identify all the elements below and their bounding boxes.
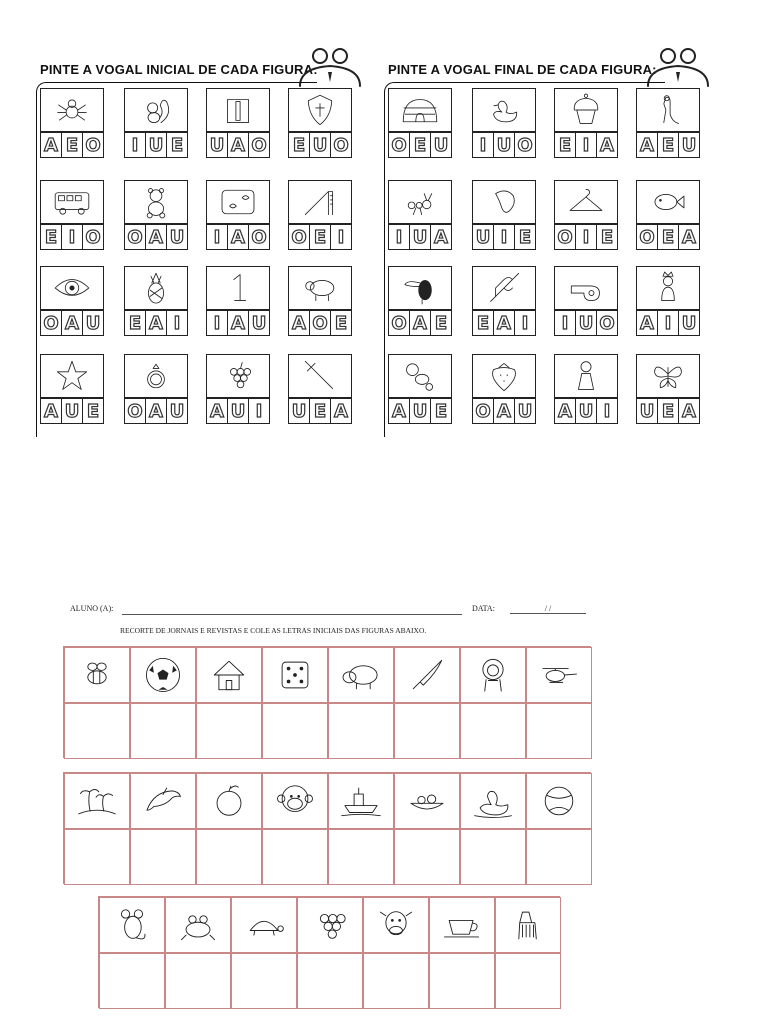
vowel-option[interactable]: O [330,132,352,158]
vowel-option[interactable]: A [493,398,515,424]
vowel-option[interactable]: U [166,224,188,250]
vowel-option[interactable]: U [409,398,431,424]
helicopter-icon [526,647,592,703]
vowel-option[interactable]: U [227,398,249,424]
answer-box[interactable] [64,829,130,885]
worksheet-title: PINTE A VOGAL INICIAL DE CADA FIGURA: [40,62,318,77]
answer-box[interactable] [130,829,196,885]
vowel-option[interactable]: U [166,398,188,424]
vowel-option[interactable]: U [575,398,597,424]
vowel-option[interactable]: A [61,310,83,336]
grapes-bunch-icon [297,897,363,953]
monkey-icon [262,773,328,829]
answer-box[interactable] [130,703,196,759]
vowel-option[interactable]: I [330,224,352,250]
vowel-option[interactable]: A [678,398,700,424]
vowel-option[interactable]: I [61,224,83,250]
vowel-option[interactable]: O [636,224,658,250]
vowel-option[interactable]: I [472,132,494,158]
answer-box[interactable] [526,829,592,885]
answer-box[interactable] [262,703,328,759]
vowel-option[interactable]: A [409,310,431,336]
zebra-icon [495,897,561,953]
answer-box[interactable] [262,829,328,885]
teacup-icon [429,897,495,953]
ship-icon [328,773,394,829]
vowel-option[interactable]: I [493,224,515,250]
vowel-option[interactable]: E [472,310,494,336]
vowel-option[interactable]: O [288,224,310,250]
vowel-option[interactable]: U [472,224,494,250]
fruit-bowl-icon [394,773,460,829]
vowel-option[interactable]: A [40,398,62,424]
vowel-option[interactable]: I [248,398,270,424]
vowel-option[interactable]: A [227,224,249,250]
cut-paste-grid [63,646,591,758]
vowel-option[interactable]: U [309,132,331,158]
vowel-option[interactable]: O [554,224,576,250]
vowel-option[interactable]: E [514,224,536,250]
student-name-label: ALUNO (A): [70,604,114,613]
answer-box[interactable] [165,953,231,1009]
vowel-option[interactable]: I [575,132,597,158]
vowel-option[interactable]: U [493,132,515,158]
turtle-icon [231,897,297,953]
vowel-option[interactable]: I [166,310,188,336]
vowel-option[interactable]: O [388,132,410,158]
vowel-option[interactable]: U [514,398,536,424]
knife-icon [394,647,460,703]
vowel-option[interactable]: A [636,132,658,158]
vowel-option[interactable]: A [288,310,310,336]
vowel-option[interactable]: O [124,398,146,424]
answer-box[interactable] [394,829,460,885]
vowel-option[interactable]: U [82,310,104,336]
answer-box[interactable] [460,829,526,885]
vowel-option[interactable]: O [514,132,536,158]
vowel-option[interactable]: I [388,224,410,250]
vowel-option[interactable]: E [596,224,618,250]
vowel-option[interactable]: O [472,398,494,424]
vowel-option[interactable]: U [430,132,452,158]
vowel-option[interactable]: I [514,310,536,336]
vowel-option[interactable]: U [248,310,270,336]
vowel-option[interactable]: A [596,132,618,158]
vowel-option[interactable]: A [145,310,167,336]
vowel-option[interactable]: U [206,132,228,158]
vowel-option[interactable]: O [596,310,618,336]
vowel-option[interactable]: I [206,310,228,336]
vowel-option[interactable]: U [288,398,310,424]
vowel-option[interactable]: A [145,224,167,250]
vowel-option[interactable]: I [206,224,228,250]
vowel-option[interactable]: O [248,224,270,250]
vowel-option[interactable]: E [430,310,452,336]
vowel-option[interactable]: E [61,132,83,158]
answer-box[interactable] [460,703,526,759]
orange-icon [196,773,262,829]
vowel-option[interactable]: E [40,224,62,250]
hippo-icon [328,647,394,703]
answer-box[interactable] [64,703,130,759]
vowel-option[interactable]: E [166,132,188,158]
vowel-option[interactable]: I [554,310,576,336]
worksheet-title: PINTE A VOGAL FINAL DE CADA FIGURA: [388,62,657,77]
vowel-option[interactable]: E [82,398,104,424]
answer-box[interactable] [196,829,262,885]
vowel-option[interactable]: O [124,224,146,250]
soccer-ball-icon [130,647,196,703]
vowel-option[interactable]: O [82,132,104,158]
vowel-option[interactable]: A [227,310,249,336]
vowel-option[interactable]: U [61,398,83,424]
answer-box[interactable] [394,703,460,759]
vowel-option[interactable]: A [330,398,352,424]
vowel-option[interactable]: O [40,310,62,336]
vowel-option[interactable]: O [82,224,104,250]
mouse-icon [99,897,165,953]
answer-box[interactable] [526,703,592,759]
vowel-option[interactable]: A [430,224,452,250]
answer-box[interactable] [495,953,561,1009]
vowel-option[interactable]: U [575,310,597,336]
vowel-option[interactable]: U [145,132,167,158]
island-icon [64,773,130,829]
vowel-option[interactable]: E [430,398,452,424]
date-label: DATA: [472,604,495,613]
answer-box[interactable] [328,829,394,885]
bee-icon [64,647,130,703]
cut-paste-grid [98,896,560,1008]
answer-box[interactable] [297,953,363,1009]
vowel-option[interactable]: E [124,310,146,336]
vowel-option[interactable]: I [596,398,618,424]
vowel-option[interactable]: E [288,132,310,158]
date-field[interactable]: / / [510,604,586,614]
vowel-option[interactable]: I [124,132,146,158]
dice-icon [262,647,328,703]
vowel-option[interactable]: U [409,224,431,250]
vowel-option[interactable]: A [206,398,228,424]
answer-box[interactable] [363,953,429,1009]
answer-box[interactable] [99,953,165,1009]
cow-icon [363,897,429,953]
vowel-option[interactable]: A [40,132,62,158]
vowel-option[interactable]: E [657,132,679,158]
vowel-option[interactable]: E [309,398,331,424]
frog-icon [165,897,231,953]
vowel-option[interactable]: O [309,310,331,336]
answer-box[interactable] [429,953,495,1009]
instruction-text: RECORTE DE JORNAIS E REVISTAS E COLE AS LETRAS INICIAIS DAS FIGURAS ABAIXO. [120,626,427,635]
vowel-option[interactable]: O [388,310,410,336]
answer-box[interactable] [328,703,394,759]
vowel-option[interactable]: E [554,132,576,158]
vowel-option[interactable]: I [657,310,679,336]
vowel-option[interactable]: A [493,310,515,336]
vowel-option[interactable]: I [575,224,597,250]
student-name-field[interactable] [122,614,462,615]
answer-box[interactable] [196,703,262,759]
vowel-option[interactable]: O [248,132,270,158]
vowel-option[interactable]: U [678,132,700,158]
vowel-option[interactable]: E [657,224,679,250]
vowel-option[interactable]: A [145,398,167,424]
lion-icon [460,647,526,703]
answer-box[interactable] [231,953,297,1009]
cut-paste-grid [63,772,591,884]
vowel-option[interactable]: U [678,310,700,336]
dolphin-icon [130,773,196,829]
vowel-option[interactable]: A [678,224,700,250]
vowel-option[interactable]: A [227,132,249,158]
vowel-option[interactable]: E [657,398,679,424]
vowel-option[interactable]: E [330,310,352,336]
goose-icon [460,773,526,829]
vowel-option[interactable]: U [636,398,658,424]
vowel-option[interactable]: E [309,224,331,250]
vowel-option[interactable]: E [409,132,431,158]
vowel-option[interactable]: A [636,310,658,336]
ball-icon [526,773,592,829]
house-icon [196,647,262,703]
vowel-option[interactable]: A [388,398,410,424]
vowel-option[interactable]: A [554,398,576,424]
